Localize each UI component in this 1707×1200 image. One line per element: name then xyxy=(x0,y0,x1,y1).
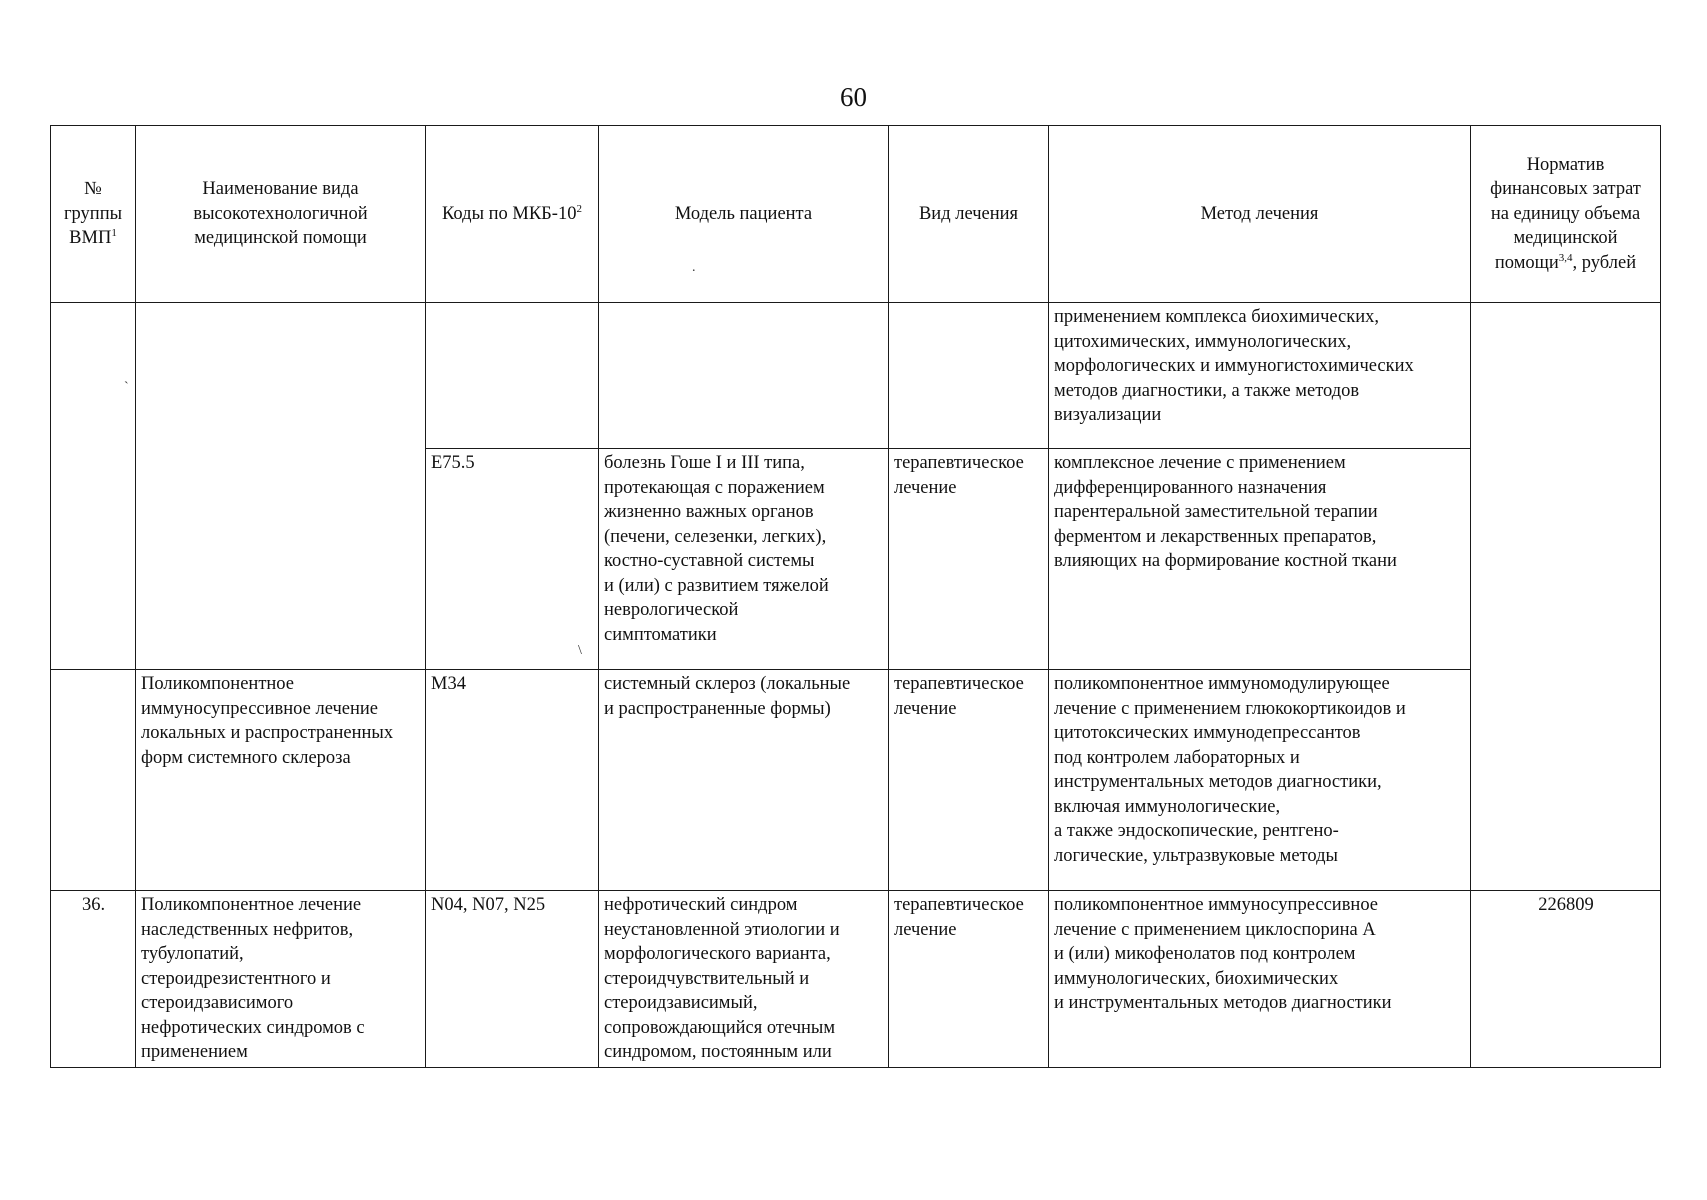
table-header-row xyxy=(51,126,1661,303)
cell-codes: M34 xyxy=(426,670,599,891)
cell-cost xyxy=(1471,303,1661,891)
vmp-table xyxy=(50,125,1661,1068)
cell-model: нефротический синдром неустановленной этиологии и морфологического варианта, стероидчувствительный и стероидзависимый, сопровождающийся отечным синдромом, постоянным или xyxy=(599,891,889,1068)
table-row xyxy=(51,670,1661,891)
header-treatment-type: Вид лечения xyxy=(889,126,1049,303)
cell-name xyxy=(136,303,426,670)
cell-cost: 226809 xyxy=(1471,891,1661,1068)
table-row xyxy=(51,303,1661,449)
header-care-type-name: Наименование вида высокотехнологичной медицинской помощи xyxy=(136,126,426,303)
cell-name: Поликомпонентное иммуносупрессивное лечение локальных и распространенных форм системного склероза xyxy=(136,670,426,891)
cell-group xyxy=(51,670,136,891)
header-group-number: № группы ВМП$^1$ xyxy=(51,126,136,303)
header-treatment-method: Метод лечения xyxy=(1049,126,1471,303)
header-icd-codes: Коды по МКБ-$10^2$ xyxy=(426,126,599,303)
cell-type: терапевтическое лечение xyxy=(889,891,1049,1068)
header-cost-standard: Норматив финансовых затрат на единицу объема медицинской помощи$^{3,4}$, рублей xyxy=(1471,126,1661,303)
cell-type: терапевтическое лечение xyxy=(889,449,1049,670)
scan-speck: ` xyxy=(124,380,129,395)
cell-codes: N04, N07, N25 xyxy=(426,891,599,1068)
header-patient-model: Модель пациента xyxy=(599,126,889,303)
cell-name: Поликомпонентное лечение наследственных нефритов, тубулопатий, стероидрезистентного и стероидзависимого нефротических синдромов с применением xyxy=(136,891,426,1068)
cell-codes: E75.5 xyxy=(426,449,599,670)
cell-method: поликомпонентное иммуносупрессивное лечение с применением циклоспорина А и (или) микофенолатов под контролем иммунологических, биохимических и инструментальных методов диагностики xyxy=(1049,891,1471,1068)
cell-type: терапевтическое лечение xyxy=(889,670,1049,891)
cell-group xyxy=(51,303,136,670)
cell-model: системный склероз (локальные и распространенные формы) xyxy=(599,670,889,891)
page-number: 60 xyxy=(840,82,867,112)
cell-method: комплексное лечение с применением дифференцированного назначения парентеральной заместительной терапии ферментом и лекарственных препаратов, влияющих на формирование костной ткани xyxy=(1049,449,1471,670)
cell-model xyxy=(599,303,889,449)
cell-method: применением комплекса биохимических, цитохимических, иммунологических, морфологических и иммуногистохимических методов диагностики, а также методов визуализации xyxy=(1049,303,1471,449)
scan-speck: . xyxy=(692,260,696,275)
cell-model: болезнь Гоше I и III типа, протекающая с поражением жизненно важных органов (печени, селезенки, легких), костно-суставной системы и (или) с развитием тяжелой неврологической симптоматики xyxy=(599,449,889,670)
table-row xyxy=(51,891,1661,1068)
cell-group: 36. xyxy=(51,891,136,1068)
cell-method: поликомпонентное иммуномодулирующее лечение с применением глюкокортикоидов и цитотоксических иммунодепрессантов под контролем лабораторных и инструментальных методов диагностики, включая иммунологические, а также эндоскопические, рентгено- логические, ультразвуковые методы xyxy=(1049,670,1471,891)
scan-speck: \ xyxy=(578,643,582,658)
cell-type xyxy=(889,303,1049,449)
cell-codes xyxy=(426,303,599,449)
